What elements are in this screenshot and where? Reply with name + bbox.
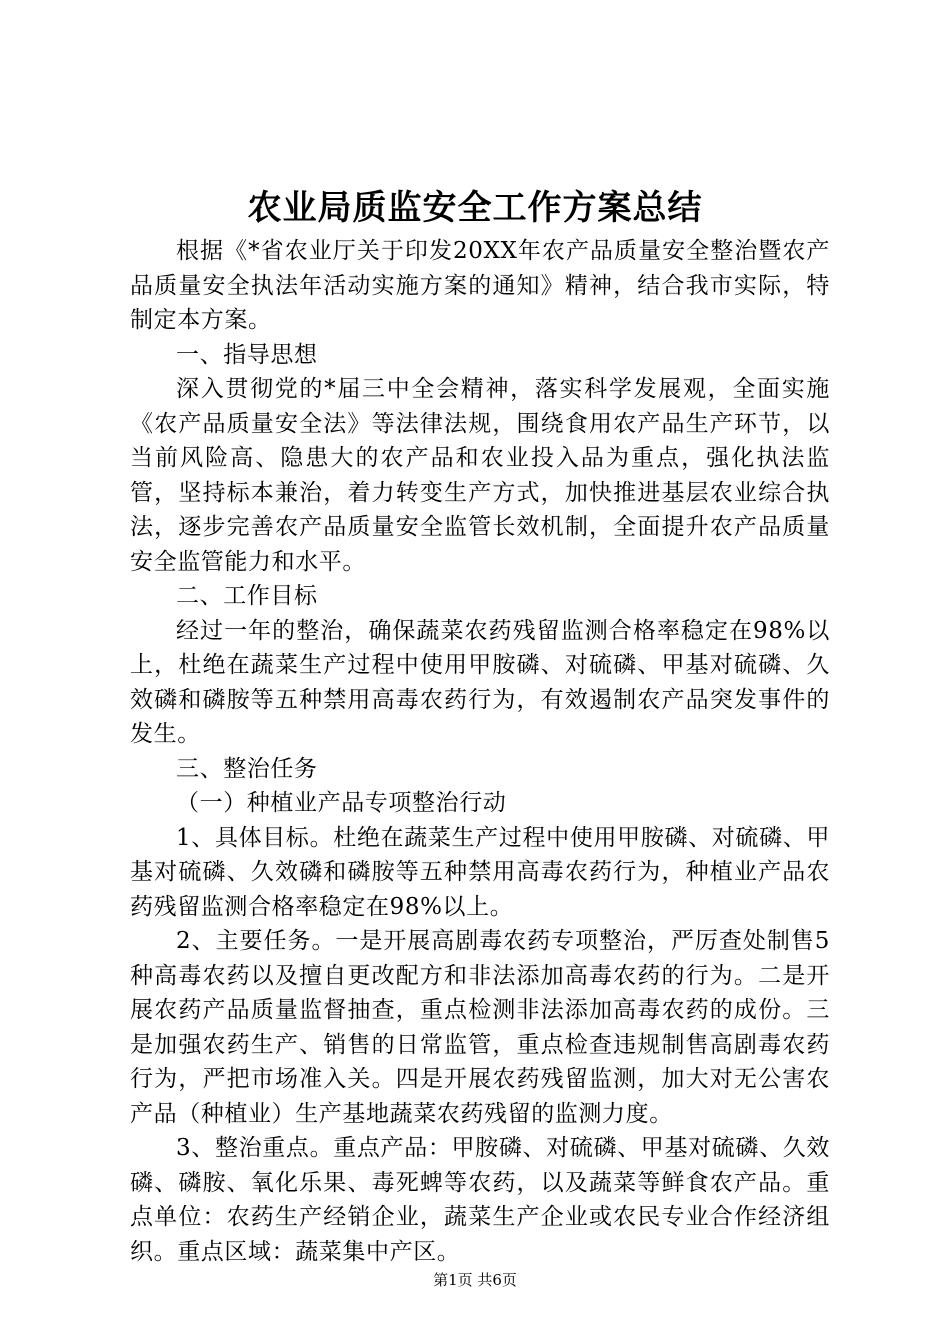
page-footer: 第1页 共6页 [433,1271,517,1289]
document-body [130,234,830,1269]
paragraph-specific-goals: 1、具体目标。杜绝在蔬菜生产过程中使用甲胺磷、对硫磷、甲基对硫磷、久效磷和磷胺等五种禁用高毒农药行为，种植业产品农药残留监测合格率稳定在98%以上。 [130,824,830,920]
section-heading-guiding-ideology: 一、指导思想 [176,341,318,368]
section-heading-work-goals: 二、工作目标 [176,583,318,609]
paragraph-intro: 根据《*省农业厅关于印发20XX年农产品质量安全整治暨农产品质量安全执法年活动实施方案的通知》精神，结合我市实际，特制定本方案。 [130,238,830,333]
paragraph-key-points: 3、整治重点。重点产品：甲胺磷、对硫磷、甲基对硫磷、久效磷、磷胺、氧化乐果、毒死蜱等农药，以及蔬菜等鲜食农产品。重点单位：农药生产经销企业，蔬菜生产企业或农民专业合作经济组织。重点区域：蔬菜集中产区。 [130,1135,830,1265]
paragraph-work-goals: 经过一年的整治，确保蔬菜农药残留监测合格率稳定在98%以上，杜绝在蔬菜生产过程中使用甲胺磷、对硫磷、甲基对硫磷、久效磷和磷胺等五种禁用高毒农药行为，有效遏制农产品突发事件的发生。 [130,617,830,747]
document-title: 农业局质监安全工作方案总结 [247,188,703,228]
section-heading-tasks: 三、整治任务 [176,755,318,782]
subsection-heading-planting: （一）种植业产品专项整治行动 [176,790,507,816]
paragraph-main-tasks: 2、主要任务。一是开展高剧毒农药专项整治，严厉查处制售5种高毒农药以及擅自更改配方和非法添加高毒农药的行为。二是开展农药产品质量监督抽查，重点检测非法添加高毒农药的成份。三是加强农药生产、销售的日常监管，重点检查违规制售高剧毒农药行为，严把市场准入关。四是开展农药残留监测，加大对无公害农产品（种植业）生产基地蔬菜农药残留的监测力度。 [130,928,830,1127]
paragraph-guiding-ideology: 深入贯彻党的*届三中全会精神，落实科学发展观，全面实施《农产品质量安全法》等法律法规，围绕食用农产品生产环节，以当前风险高、隐患大的农产品和农业投入品为重点，强化执法监管，坚持标本兼治，着力转变生产方式，加快推进基层农业综合执法，逐步完善农产品质量安全监管长效机制，全面提升农产品质量安全监管能力和水平。 [130,376,830,575]
